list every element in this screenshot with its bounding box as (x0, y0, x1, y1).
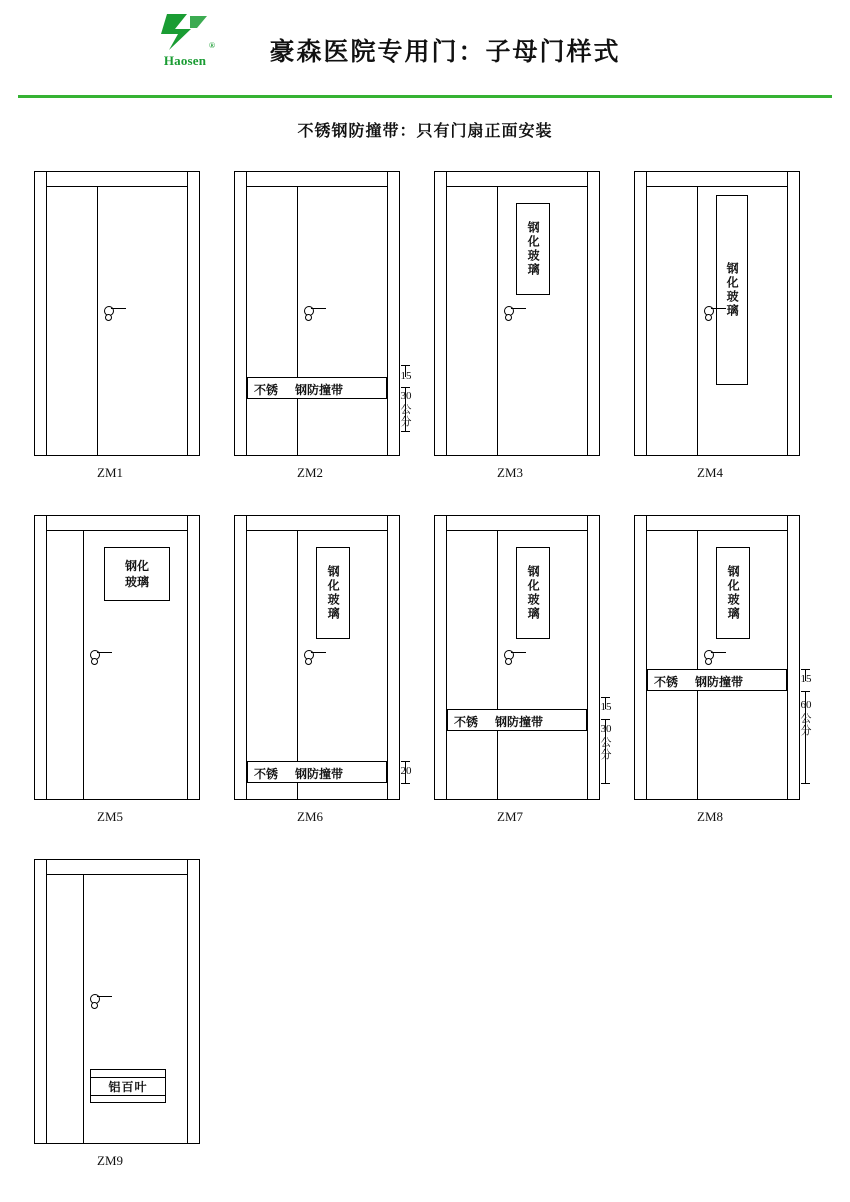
door-jamb-right (787, 515, 800, 800)
handle-lock-icon (105, 314, 112, 321)
door-drawing-zm5 (20, 503, 220, 803)
leaf-split-line (697, 531, 698, 800)
door-handle (704, 305, 726, 317)
handle-lock-icon (705, 314, 712, 321)
page-title: 豪森医院专用门：子母门样式 (269, 37, 621, 66)
haosen-logo-icon (157, 10, 216, 52)
dim-60: 60 (800, 699, 812, 711)
page-header (0, 0, 850, 100)
handle-lock-icon (305, 658, 312, 665)
leaf-split-line (83, 531, 84, 800)
door-caption: ZM8 (697, 809, 723, 824)
glass-label (125, 558, 149, 590)
door-drawing-zm3 (420, 159, 620, 459)
door-caption: ZM3 (497, 465, 523, 480)
handle-lever-icon (511, 308, 526, 309)
handle-lock-icon (91, 658, 98, 665)
handle-lever-icon (711, 652, 726, 653)
door-transom (234, 515, 400, 531)
glass-label: 钢化玻璃 (526, 565, 541, 621)
dim-unit: 公分 (600, 737, 612, 762)
door-drawing-zm9 (20, 847, 220, 1147)
door-jamb-left (234, 171, 247, 456)
door-jamb-left (34, 515, 47, 800)
glass-panel (716, 195, 748, 385)
dim-tick-bottom (401, 431, 410, 432)
dim-tick-top (801, 669, 810, 670)
door-drawing-zm2 (220, 159, 420, 459)
bumper-strip (647, 669, 787, 691)
door-handle (90, 993, 112, 1005)
dim-15: 15 (400, 370, 412, 382)
door-jamb-right (787, 171, 800, 456)
handle-lever-icon (511, 652, 526, 653)
dim-30: 30 (600, 723, 612, 735)
door-transom (34, 171, 200, 187)
dim-tick-bottom (401, 783, 410, 784)
door-jamb-left (234, 515, 247, 800)
handle-lever-icon (111, 308, 126, 309)
glass-label: 钢化玻璃 (726, 565, 741, 621)
louver-slat-1 (90, 1077, 166, 1078)
door-caption: ZM4 (697, 465, 723, 480)
door-cell-zm1 (20, 159, 220, 481)
glass-label: 钢化玻璃 (526, 221, 541, 277)
bumper-label-right: 钢防撞带 (295, 383, 344, 397)
dim-15: 15 (800, 673, 812, 685)
door-jamb-left (634, 171, 647, 456)
glass-panel (516, 547, 550, 639)
glass-panel (104, 547, 170, 601)
door-caption: ZM1 (97, 465, 123, 480)
glass-panel (316, 547, 350, 639)
handle-lock-icon (91, 1002, 98, 1009)
handle-lever-icon (311, 652, 326, 653)
louver-panel (90, 1069, 166, 1103)
door-cell-zm4 (620, 159, 820, 481)
door-caption: ZM2 (297, 465, 323, 480)
bumper-label-right: 钢防撞带 (495, 715, 544, 729)
door-jamb-left (434, 171, 447, 456)
registered-mark: ® (209, 41, 216, 50)
door-transom (634, 515, 800, 531)
door-caption: ZM7 (497, 809, 523, 824)
dim-30: 30 (400, 390, 412, 402)
handle-lock-icon (505, 314, 512, 321)
glass-label-line1: 钢化 (124, 558, 149, 573)
leaf-split-line (497, 531, 498, 800)
bumper-label-left: 不锈 (254, 383, 279, 397)
door-handle (90, 649, 112, 661)
door-caption: ZM9 (97, 1153, 123, 1168)
door-handle (704, 649, 726, 661)
door-handle (104, 305, 126, 317)
leaf-split-line (83, 875, 84, 1144)
bumper-label-left: 不锈 (454, 715, 479, 729)
door-row-3 (0, 847, 850, 1169)
door-handle (504, 649, 526, 661)
handle-lever-icon (711, 308, 726, 309)
bumper-label-right: 钢防撞带 (695, 675, 744, 689)
door-caption: ZM6 (297, 809, 323, 824)
dim-tick-bottom (601, 783, 610, 784)
handle-lock-icon (505, 658, 512, 665)
dim-15: 15 (600, 701, 612, 713)
door-jamb-right (187, 171, 200, 456)
door-handle (304, 649, 326, 661)
door-jamb-left (34, 171, 47, 456)
leaf-split-line (697, 187, 698, 456)
door-row-2 (0, 503, 850, 825)
door-transom (634, 171, 800, 187)
bumper-strip (447, 709, 587, 731)
door-cell-zm3 (420, 159, 620, 481)
brand-wordmark (163, 41, 216, 69)
door-drawing-zm8 (620, 503, 820, 803)
dim-unit: 公分 (400, 404, 412, 429)
handle-lock-icon (305, 314, 312, 321)
dim-unit: 公分 (800, 713, 812, 738)
door-grid (0, 159, 850, 1169)
handle-lever-icon (97, 652, 112, 653)
dim-20: 20 (400, 765, 412, 777)
door-jamb-right (187, 515, 200, 800)
door-transom (434, 171, 600, 187)
door-cell-zm2 (220, 159, 420, 481)
dim-tick-top (601, 697, 610, 698)
glass-panel (716, 547, 750, 639)
door-drawing-zm6 (220, 503, 420, 803)
leaf-split-line (97, 187, 98, 456)
door-jamb-right (187, 859, 200, 1144)
dim-tick-bottom (801, 783, 810, 784)
glass-panel (516, 203, 550, 295)
door-transom (34, 859, 200, 875)
bumper-strip (247, 761, 387, 783)
door-jamb-left (634, 515, 647, 800)
handle-lever-icon (311, 308, 326, 309)
door-jamb-left (34, 859, 47, 1144)
leaf-split-line (297, 187, 298, 456)
door-drawing-zm7 (420, 503, 620, 803)
door-drawing-zm4 (620, 159, 820, 459)
glass-label-line2: 玻璃 (124, 575, 149, 589)
door-cell-zm6 (220, 503, 420, 825)
door-handle (504, 305, 526, 317)
door-jamb-left (434, 515, 447, 800)
bumper-label-right: 钢防撞带 (295, 767, 344, 781)
door-cell-zm8 (620, 503, 820, 825)
louver-label: 铝百叶 (108, 1079, 148, 1094)
bumper-strip (247, 377, 387, 399)
door-jamb-right (387, 515, 400, 800)
door-caption: ZM5 (97, 809, 123, 824)
dim-tick-top (401, 365, 410, 366)
header-divider (18, 95, 832, 98)
page-subtitle: 不锈钢防撞带：只有门扇正面安装 (297, 121, 553, 140)
dim-tick-top (401, 761, 410, 762)
leaf-split-line (497, 187, 498, 456)
door-jamb-right (587, 171, 600, 456)
bumper-label-left: 不锈 (254, 767, 279, 781)
brand-name: Haosen (163, 53, 207, 68)
leaf-split-line (297, 531, 298, 800)
door-cell-zm7 (420, 503, 620, 825)
handle-lever-icon (97, 996, 112, 997)
door-transom (234, 171, 400, 187)
glass-label: 钢化玻璃 (326, 565, 341, 621)
glass-label: 钢化玻璃 (725, 262, 740, 318)
louver-slat-2 (90, 1095, 166, 1096)
door-cell-zm9 (20, 847, 220, 1169)
door-handle (304, 305, 326, 317)
door-row-1 (0, 159, 850, 481)
bumper-label-left: 不锈 (654, 675, 679, 689)
door-drawing-zm1 (20, 159, 220, 459)
door-cell-zm5 (20, 503, 220, 825)
brand-logo (145, 10, 225, 82)
door-transom (434, 515, 600, 531)
handle-lock-icon (705, 658, 712, 665)
door-transom (34, 515, 200, 531)
